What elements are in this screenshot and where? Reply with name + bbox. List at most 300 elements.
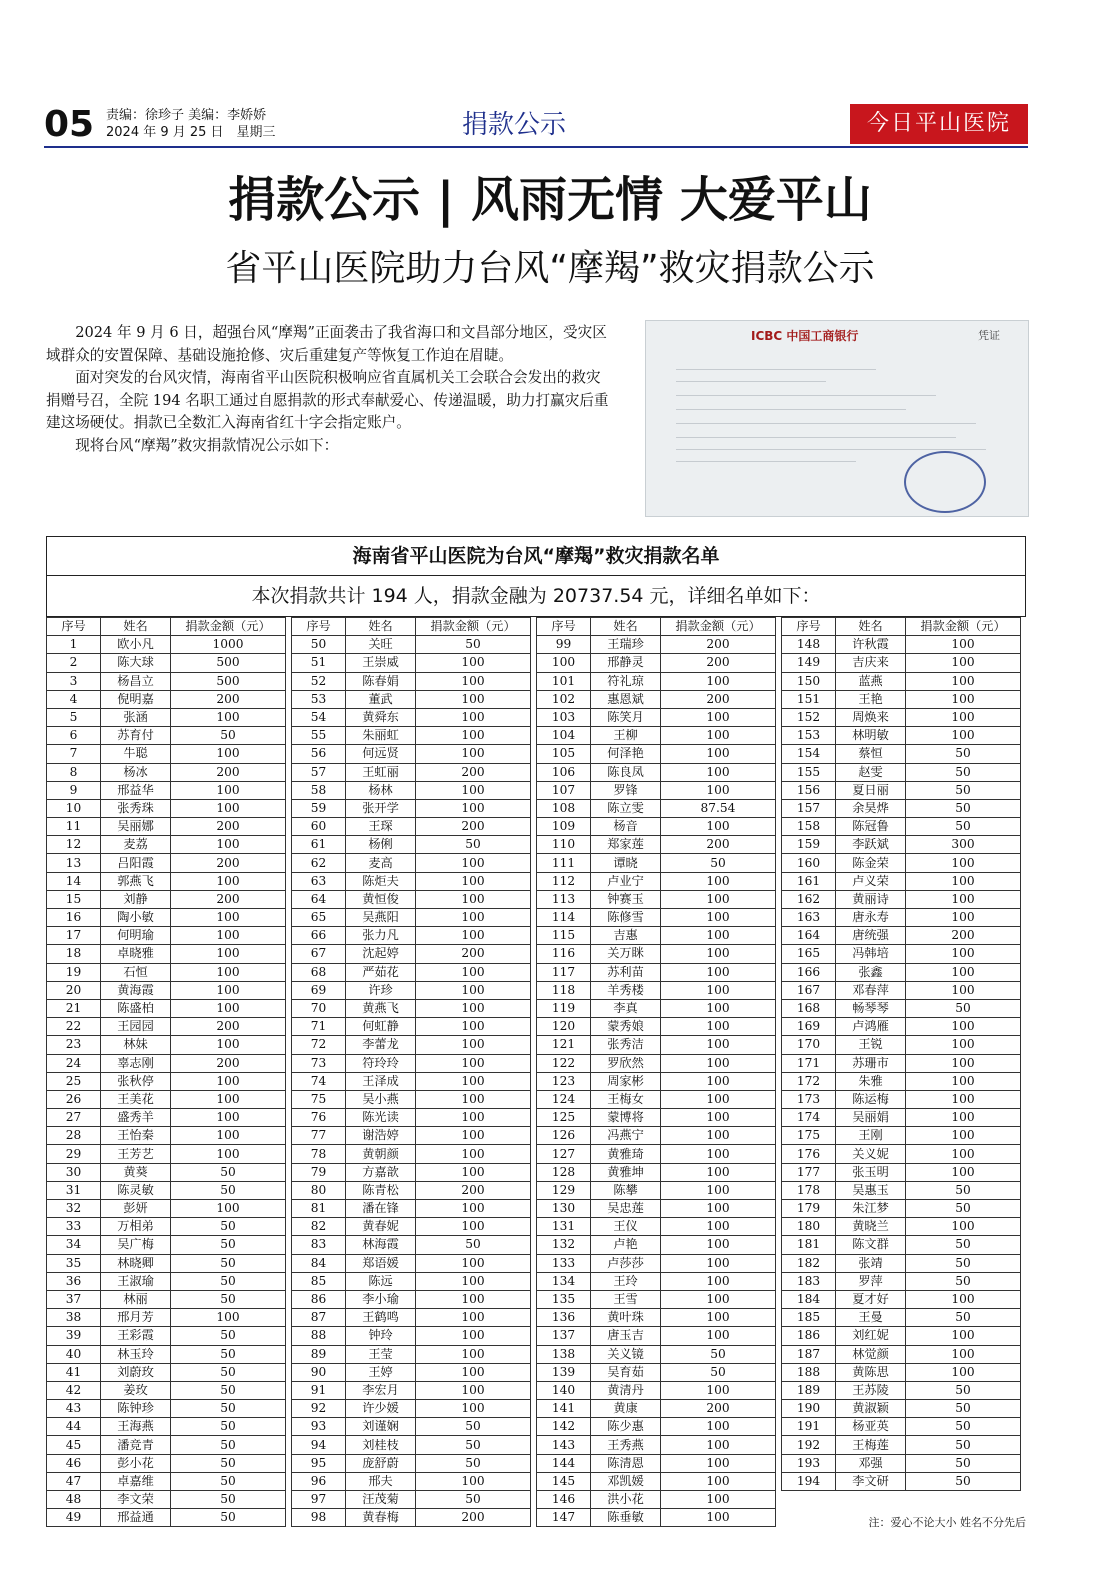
donor-amount: 1000 [171, 636, 286, 654]
table-row [782, 1327, 1021, 1345]
donor-number: 140 [537, 1381, 591, 1399]
receipt-line [676, 461, 856, 462]
donor-amount: 50 [906, 1472, 1021, 1490]
donor-name: 王秀燕 [591, 1436, 661, 1454]
donor-name: 张玉明 [836, 1163, 906, 1181]
donor-number: 82 [292, 1218, 346, 1236]
donor-name: 王彩霞 [101, 1327, 171, 1345]
donor-number: 73 [292, 1054, 346, 1072]
donor-name: 林丽 [101, 1290, 171, 1308]
donor-number: 183 [782, 1272, 836, 1290]
table-row [47, 1181, 286, 1199]
donor-number: 169 [782, 1018, 836, 1036]
donor-name: 黄清丹 [591, 1381, 661, 1399]
donor-name: 夏日丽 [836, 781, 906, 799]
donor-amount: 100 [416, 1290, 531, 1308]
table-row [47, 963, 286, 981]
donor-name: 郭燕飞 [101, 872, 171, 890]
donor-number: 7 [47, 745, 101, 763]
donor-amount: 100 [906, 890, 1021, 908]
donor-name: 谭晓 [591, 854, 661, 872]
donor-amount: 100 [171, 945, 286, 963]
donor-name: 周家彬 [591, 1072, 661, 1090]
donor-name: 潘竞青 [101, 1436, 171, 1454]
donor-number: 10 [47, 799, 101, 817]
donor-name: 赵雯 [836, 763, 906, 781]
donor-number: 134 [537, 1272, 591, 1290]
donor-name: 陈钟珍 [101, 1400, 171, 1418]
donor-name: 杨音 [591, 818, 661, 836]
donor-amount: 200 [416, 763, 531, 781]
donor-name: 杨冰 [101, 763, 171, 781]
donor-amount: 50 [906, 1381, 1021, 1399]
donor-name: 唐统强 [836, 927, 906, 945]
table-row [782, 927, 1021, 945]
donor-amount: 100 [906, 1127, 1021, 1145]
table-row [782, 909, 1021, 927]
donor-name: 王鹤鸣 [346, 1309, 416, 1327]
table-row [292, 1454, 531, 1472]
donor-amount: 100 [661, 981, 776, 999]
table-row [537, 1472, 776, 1490]
donor-amount: 100 [171, 799, 286, 817]
donor-number: 148 [782, 636, 836, 654]
donor-number: 95 [292, 1454, 346, 1472]
table-row [47, 1163, 286, 1181]
table-row [537, 1345, 776, 1363]
donor-amount: 100 [416, 981, 531, 999]
donor-amount: 50 [661, 1363, 776, 1381]
table-row [292, 818, 531, 836]
table-row [47, 1491, 286, 1509]
table-header-row [537, 618, 776, 636]
donor-number: 139 [537, 1363, 591, 1381]
donor-amount: 100 [416, 745, 531, 763]
table-row [782, 654, 1021, 672]
donor-amount: 50 [171, 1163, 286, 1181]
donor-name: 刘谨娴 [346, 1418, 416, 1436]
header-number: 序号 [537, 618, 591, 636]
donor-amount: 100 [416, 854, 531, 872]
donor-amount: 100 [171, 1127, 286, 1145]
donor-name: 麦荔 [101, 836, 171, 854]
donor-name: 盛秀羊 [101, 1109, 171, 1127]
donor-number: 4 [47, 690, 101, 708]
donor-number: 25 [47, 1072, 101, 1090]
donor-name: 黄雅琦 [591, 1145, 661, 1163]
table-row [537, 963, 776, 981]
donor-number: 120 [537, 1018, 591, 1036]
donor-number: 100 [537, 654, 591, 672]
donor-name: 庞舒蔚 [346, 1454, 416, 1472]
table-row [292, 1472, 531, 1490]
donor-number: 71 [292, 1018, 346, 1036]
table-row [47, 1418, 286, 1436]
donor-number: 47 [47, 1472, 101, 1490]
donor-name: 陈盛柏 [101, 999, 171, 1017]
table-row [292, 672, 531, 690]
donor-number: 12 [47, 836, 101, 854]
table-row [292, 1436, 531, 1454]
table-row [537, 1272, 776, 1290]
donor-amount: 200 [171, 1018, 286, 1036]
donor-amount: 50 [416, 1454, 531, 1472]
header-amount: 捐款金额（元） [906, 618, 1021, 636]
donor-number: 89 [292, 1345, 346, 1363]
donor-number: 16 [47, 909, 101, 927]
donor-number: 176 [782, 1145, 836, 1163]
table-row [47, 999, 286, 1017]
donor-number: 173 [782, 1090, 836, 1108]
donor-number: 52 [292, 672, 346, 690]
table-row [292, 690, 531, 708]
donor-name: 王梅女 [591, 1090, 661, 1108]
donor-amount: 200 [661, 654, 776, 672]
donor-amount: 100 [416, 927, 531, 945]
donor-name: 罗锋 [591, 781, 661, 799]
donor-name: 杨俐 [346, 836, 416, 854]
donor-name: 符礼琼 [591, 672, 661, 690]
table-row [292, 1363, 531, 1381]
donor-number: 55 [292, 727, 346, 745]
table-row [537, 1109, 776, 1127]
donor-amount: 50 [171, 727, 286, 745]
donor-amount: 100 [416, 909, 531, 927]
donor-amount: 50 [906, 1309, 1021, 1327]
donor-number: 77 [292, 1127, 346, 1145]
donor-amount: 50 [906, 799, 1021, 817]
donor-name: 王锐 [836, 1036, 906, 1054]
donor-name: 张开学 [346, 799, 416, 817]
table-row [782, 1018, 1021, 1036]
donor-amount: 100 [906, 963, 1021, 981]
donor-name: 余昊烨 [836, 799, 906, 817]
donor-name: 钟玲 [346, 1327, 416, 1345]
donor-amount: 100 [661, 1072, 776, 1090]
table-row [47, 781, 286, 799]
donation-list-header [46, 536, 1026, 617]
donor-number: 49 [47, 1509, 101, 1527]
donor-number: 104 [537, 727, 591, 745]
donor-number: 34 [47, 1236, 101, 1254]
donor-name: 李蕾龙 [346, 1036, 416, 1054]
donor-number: 80 [292, 1181, 346, 1199]
table-row [537, 672, 776, 690]
table-row [782, 745, 1021, 763]
donor-number: 81 [292, 1200, 346, 1218]
donor-name: 王淑瑜 [101, 1272, 171, 1290]
donor-name: 吴丽娜 [101, 818, 171, 836]
donor-number: 115 [537, 927, 591, 945]
bank-stamp-icon [904, 451, 986, 513]
table-row [537, 1181, 776, 1199]
donor-amount: 200 [171, 818, 286, 836]
table-row [782, 1290, 1021, 1308]
donor-number: 146 [537, 1491, 591, 1509]
table-row [292, 836, 531, 854]
donor-name: 黄恒俊 [346, 890, 416, 908]
table-row [47, 1345, 286, 1363]
donor-amount: 50 [906, 1272, 1021, 1290]
donor-number: 3 [47, 672, 101, 690]
donor-amount: 100 [416, 872, 531, 890]
donor-number: 63 [292, 872, 346, 890]
donor-number: 162 [782, 890, 836, 908]
table-row [292, 1109, 531, 1127]
donor-name: 苏利苗 [591, 963, 661, 981]
donor-amount: 50 [171, 1472, 286, 1490]
donor-number: 112 [537, 872, 591, 890]
donor-name: 黄春妮 [346, 1218, 416, 1236]
table-row [292, 1418, 531, 1436]
donor-amount: 100 [906, 1109, 1021, 1127]
donor-amount: 50 [171, 1218, 286, 1236]
donor-number: 20 [47, 981, 101, 999]
donor-name: 何远贤 [346, 745, 416, 763]
donor-number: 70 [292, 999, 346, 1017]
donor-amount: 100 [171, 836, 286, 854]
donor-number: 178 [782, 1181, 836, 1199]
table-row [47, 854, 286, 872]
donor-name: 许少媛 [346, 1400, 416, 1418]
table-row [782, 1163, 1021, 1181]
donor-number: 11 [47, 818, 101, 836]
table-row [537, 1236, 776, 1254]
donor-name: 陈青松 [346, 1181, 416, 1199]
donor-amount: 100 [416, 1327, 531, 1345]
donor-amount: 100 [171, 1200, 286, 1218]
donor-name: 陈光读 [346, 1109, 416, 1127]
donor-amount: 100 [416, 1472, 531, 1490]
table-header-row [782, 618, 1021, 636]
table-row [47, 1218, 286, 1236]
donor-name: 石恒 [101, 963, 171, 981]
donor-name: 夏才好 [836, 1290, 906, 1308]
table-row [47, 818, 286, 836]
donor-name: 符玲玲 [346, 1054, 416, 1072]
donor-name: 吴惠玉 [836, 1181, 906, 1199]
donor-number: 14 [47, 872, 101, 890]
table-row [47, 1072, 286, 1090]
donor-number: 151 [782, 690, 836, 708]
donor-name: 王苏陵 [836, 1381, 906, 1399]
donor-name: 林晓卿 [101, 1254, 171, 1272]
donor-name: 吴广梅 [101, 1236, 171, 1254]
donor-number: 186 [782, 1327, 836, 1345]
table-row [537, 999, 776, 1017]
donor-name: 牛聪 [101, 745, 171, 763]
table-row [782, 999, 1021, 1017]
donor-amount: 100 [661, 1090, 776, 1108]
donor-name: 陈攀 [591, 1181, 661, 1199]
donor-name: 吉庆来 [836, 654, 906, 672]
donor-amount: 100 [906, 1327, 1021, 1345]
table-row [292, 763, 531, 781]
table-row [292, 981, 531, 999]
donor-amount: 100 [416, 727, 531, 745]
donor-amount: 100 [906, 708, 1021, 726]
donor-number: 165 [782, 945, 836, 963]
donor-name: 张秋停 [101, 1072, 171, 1090]
donor-amount: 50 [171, 1327, 286, 1345]
donor-number: 187 [782, 1345, 836, 1363]
donor-name: 王芳艺 [101, 1145, 171, 1163]
donor-amount: 200 [171, 890, 286, 908]
donor-number: 39 [47, 1327, 101, 1345]
donor-name: 许秋霞 [836, 636, 906, 654]
donor-number: 166 [782, 963, 836, 981]
donor-name: 邓春萍 [836, 981, 906, 999]
table-row [47, 636, 286, 654]
donor-number: 159 [782, 836, 836, 854]
donor-amount: 100 [171, 872, 286, 890]
donor-name: 彭妍 [101, 1200, 171, 1218]
donor-number: 30 [47, 1163, 101, 1181]
donor-amount: 100 [171, 981, 286, 999]
donor-name: 黄燕飞 [346, 999, 416, 1017]
donor-number: 114 [537, 909, 591, 927]
donor-number: 194 [782, 1472, 836, 1490]
table-row [47, 1309, 286, 1327]
table-row [537, 1309, 776, 1327]
table-row [537, 981, 776, 999]
donor-number: 5 [47, 708, 101, 726]
donor-number: 171 [782, 1054, 836, 1072]
header-rule [44, 146, 1028, 148]
donor-amount: 100 [661, 1218, 776, 1236]
donor-amount: 100 [906, 945, 1021, 963]
donor-amount: 50 [906, 1400, 1021, 1418]
donor-name: 黄淑颖 [836, 1400, 906, 1418]
donor-number: 64 [292, 890, 346, 908]
donor-number: 133 [537, 1254, 591, 1272]
donor-name: 冯燕宁 [591, 1127, 661, 1145]
donor-amount: 100 [661, 1472, 776, 1490]
article-body [46, 322, 612, 457]
donor-amount: 100 [171, 927, 286, 945]
donor-number: 32 [47, 1200, 101, 1218]
table-row [292, 1509, 531, 1527]
donor-name: 王怡秦 [101, 1127, 171, 1145]
donor-name: 唐永寿 [836, 909, 906, 927]
bank-logo: ICBC 中国工商银行 [751, 329, 859, 343]
donor-name: 王玲 [591, 1272, 661, 1290]
table-row [47, 945, 286, 963]
donor-name: 黄陈思 [836, 1363, 906, 1381]
donor-amount: 100 [661, 1509, 776, 1527]
table-row [537, 1436, 776, 1454]
donor-name: 陶小敏 [101, 909, 171, 927]
table-row [47, 872, 286, 890]
table-row [537, 854, 776, 872]
donor-number: 172 [782, 1072, 836, 1090]
donor-number: 155 [782, 763, 836, 781]
table-row [47, 909, 286, 927]
table-row [782, 636, 1021, 654]
table-row [782, 963, 1021, 981]
donor-number: 152 [782, 708, 836, 726]
receipt-line [676, 423, 976, 424]
donor-amount: 200 [416, 1181, 531, 1199]
donor-amount: 50 [661, 1345, 776, 1363]
donor-name: 张秀珠 [101, 799, 171, 817]
donor-amount: 100 [171, 745, 286, 763]
donor-amount: 100 [661, 1018, 776, 1036]
donor-number: 103 [537, 708, 591, 726]
table-row [782, 799, 1021, 817]
donor-name: 陈笑月 [591, 708, 661, 726]
receipt-line [676, 449, 986, 450]
table-row [782, 945, 1021, 963]
donor-name: 王琛 [346, 818, 416, 836]
donor-name: 关万眯 [591, 945, 661, 963]
donor-amount: 200 [416, 945, 531, 963]
donor-number: 144 [537, 1454, 591, 1472]
donor-name: 邢静灵 [591, 654, 661, 672]
donor-number: 102 [537, 690, 591, 708]
donor-number: 74 [292, 1072, 346, 1090]
donor-number: 181 [782, 1236, 836, 1254]
donor-amount: 100 [416, 999, 531, 1017]
donor-amount: 100 [906, 1072, 1021, 1090]
donor-amount: 100 [906, 1054, 1021, 1072]
table-row [292, 1327, 531, 1345]
donor-name: 黄雅坤 [591, 1163, 661, 1181]
donor-number: 137 [537, 1327, 591, 1345]
donor-amount: 100 [661, 781, 776, 799]
donor-name: 陈少惠 [591, 1418, 661, 1436]
donor-number: 177 [782, 1163, 836, 1181]
donor-number: 28 [47, 1127, 101, 1145]
table-row [537, 1145, 776, 1163]
donor-number: 193 [782, 1454, 836, 1472]
donor-amount: 50 [171, 1436, 286, 1454]
table-row [537, 1363, 776, 1381]
subheadline: 省平山医院助力台风“摩羯”救灾捐款公示 [225, 248, 875, 289]
donor-number: 60 [292, 818, 346, 836]
donor-amount: 200 [906, 927, 1021, 945]
donor-name: 倪明嘉 [101, 690, 171, 708]
donor-name: 李文研 [836, 1472, 906, 1490]
donor-name: 黄葵 [101, 1163, 171, 1181]
donor-amount: 100 [171, 1036, 286, 1054]
donor-amount: 50 [171, 1381, 286, 1399]
donor-name: 邢夫 [346, 1472, 416, 1490]
donor-number: 98 [292, 1509, 346, 1527]
donor-amount: 100 [661, 1381, 776, 1399]
table-row [782, 1109, 1021, 1127]
donor-amount: 200 [171, 763, 286, 781]
donor-amount: 50 [661, 854, 776, 872]
donor-amount: 100 [906, 909, 1021, 927]
donor-table [291, 617, 531, 1527]
donor-number: 26 [47, 1090, 101, 1108]
donor-amount: 200 [661, 690, 776, 708]
donor-number: 72 [292, 1036, 346, 1054]
donor-amount: 200 [661, 836, 776, 854]
donor-name: 朱丽虹 [346, 727, 416, 745]
donor-name: 王柳 [591, 727, 661, 745]
donor-name: 黄海霞 [101, 981, 171, 999]
table-row [537, 927, 776, 945]
table-row [292, 799, 531, 817]
donor-number: 99 [537, 636, 591, 654]
donor-amount: 100 [906, 1145, 1021, 1163]
table-row [47, 1381, 286, 1399]
donor-amount: 50 [416, 1436, 531, 1454]
page-header [44, 104, 1028, 146]
receipt-line [676, 437, 956, 438]
